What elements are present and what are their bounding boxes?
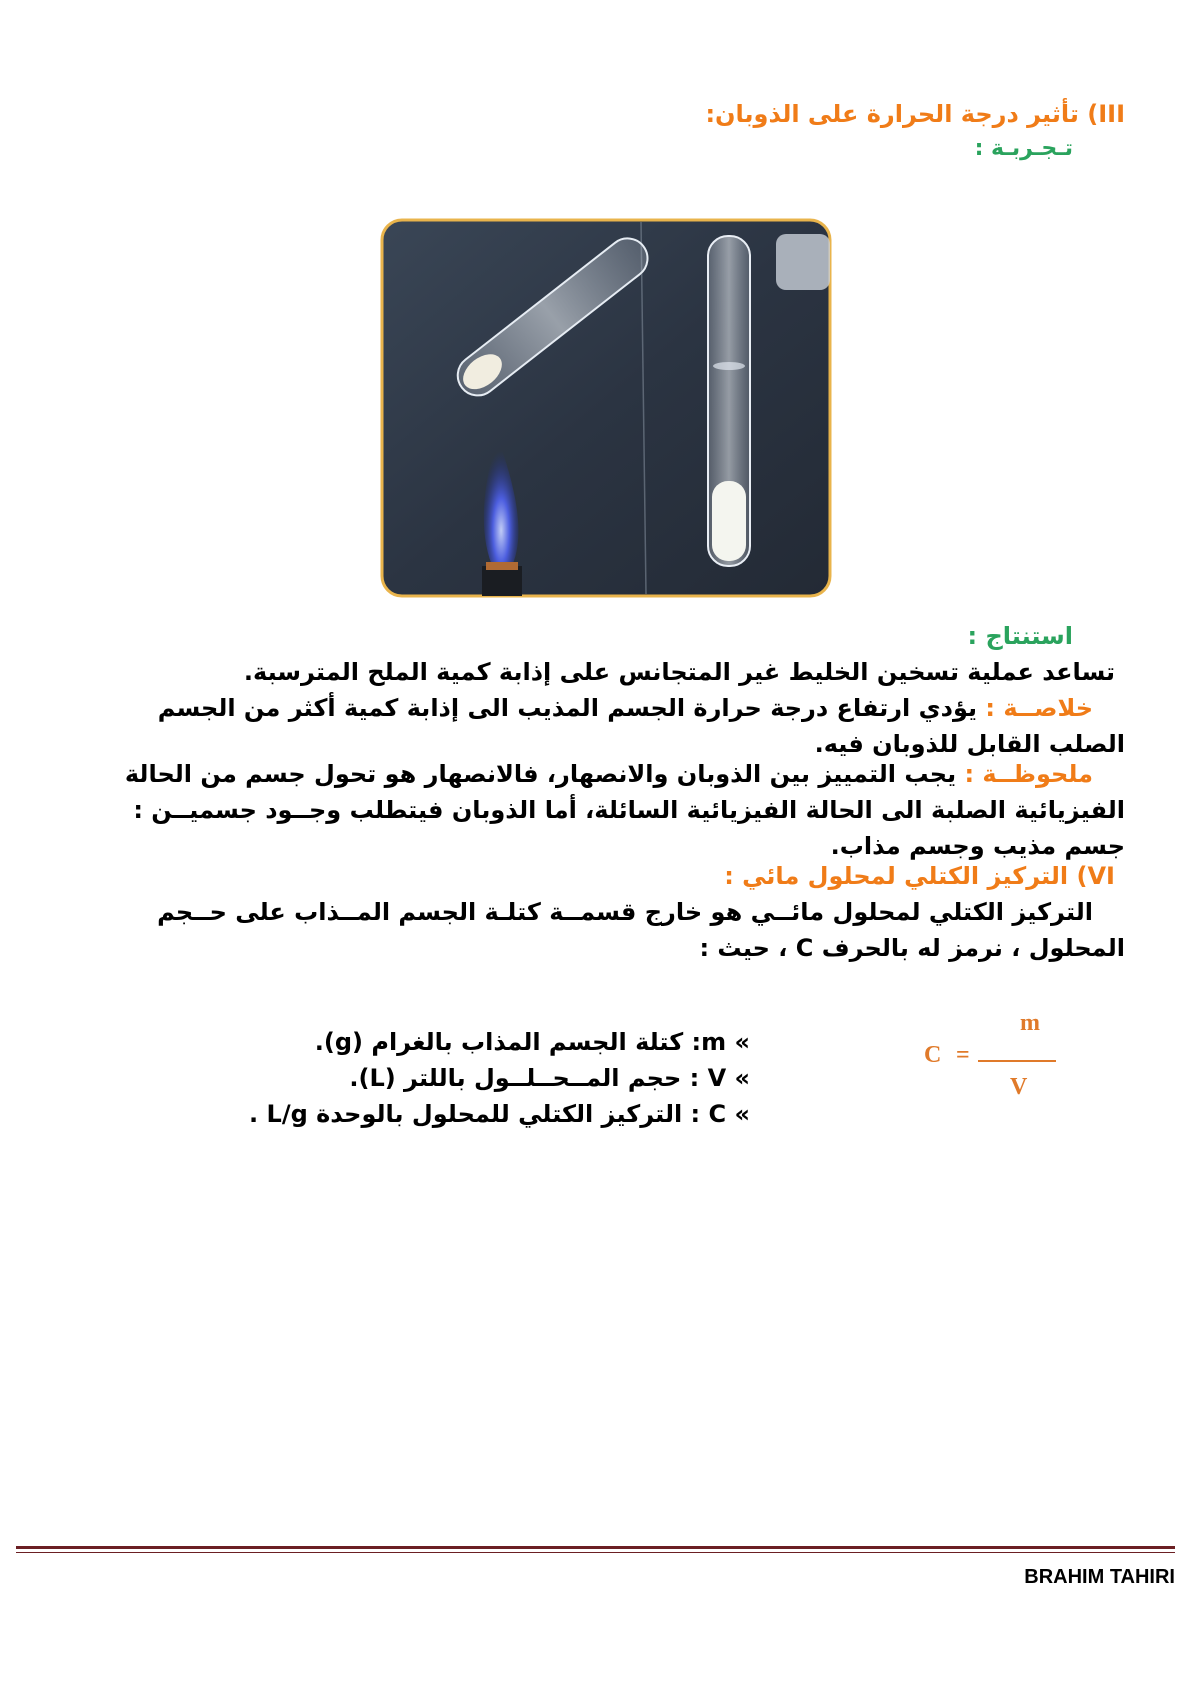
formula-numerator: m [1020,1010,1040,1036]
formula-equals: = [956,1042,970,1068]
section-3-title: III) تأثير درجة الحرارة على الذوبان: [705,100,1125,128]
summary-label: خلاصــة : [985,694,1093,722]
legend-list [150,1024,750,1132]
summary-line-1: يؤدي ارتفاع درجة حرارة الجسم المذيب الى إذابة كمية أكثر من الجسم [157,694,978,722]
formula-lhs: C [924,1042,942,1068]
legend-item-c: » C : التركيز الكتلي للمحلول بالوحدة L/g . [249,1100,750,1128]
formula-fraction-bar [978,1060,1056,1062]
note-paragraph [90,756,1125,864]
summary-line-2: الصلب القابل للذوبان فيه. [814,730,1125,758]
legend-item-m: » m: كتلة الجسم المذاب بالغرام (g). [314,1028,750,1056]
note-line-2: الفيزيائية الصلبة الى الحالة الفيزيائية السائلة، أما الذوبان فيتطلب وجــود جسميــن : [133,796,1125,824]
footer-rule-thin [16,1552,1175,1553]
section-4-paragraph [90,894,1125,966]
summary-paragraph [90,690,1125,762]
experiment-label: تـجـربـة : [974,136,1073,161]
note-line-3: جسم مذيب وجسم مذاب. [830,832,1125,860]
section-4-title: VI) التركيز الكتلي لمحلول مائي : [724,862,1115,890]
note-line-1: يجب التمييز بين الذوبان والانصهار، فالانصهار هو تحول جسم من الحالة [124,760,957,788]
formula-denominator: V [1010,1074,1028,1100]
conclusion-text: تساعد عملية تسخين الخليط غير المتجانس على إذابة كمية الملح المترسبة. [243,658,1115,686]
conclusion-label: استنتاج : [967,622,1073,650]
footer-author: BRAHIM TAHIRI [1024,1566,1175,1588]
section-4-line-2: المحلول ، نرمز له بالحرف C ، حيث : [699,934,1125,962]
footer-rule [16,1546,1175,1549]
legend-item-v: » V : حجم المــحــلــول باللتر (L). [349,1064,750,1092]
concentration-formula [912,1010,1082,1100]
experiment-photo [378,216,834,600]
section-4-line-1: التركيز الكتلي لمحلول مائــي هو خارج قسمــة كتلـة الجسم المــذاب على حــجم [157,898,1093,926]
note-label: ملحوظــة : [964,760,1093,788]
